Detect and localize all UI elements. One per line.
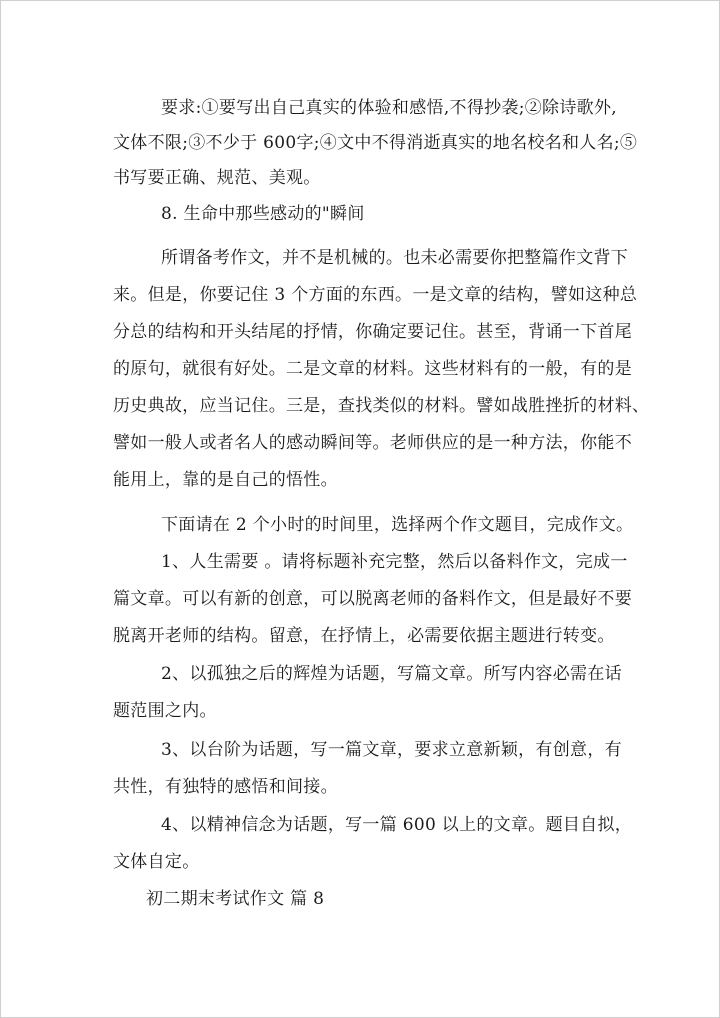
text-line: 来。但是，你要记住 3 个方面的东西。一是文章的结构，譬如这种总 — [113, 285, 638, 305]
text-line: 篇文章。可以有新的创意，可以脱离老师的备料作文，但是最好不要 — [113, 589, 632, 609]
text-line: 脱离开老师的结构。留意，在抒情上，必需要依据主题进行转变。 — [113, 626, 615, 646]
text-line: 历史典故，应当记住。三是，查找类似的材料。譬如战胜挫折的材料、 — [113, 396, 650, 416]
section-title: 初二期末考试作文 篇 8 — [146, 889, 325, 909]
text-line: 下面请在 2 个小时的时间里，选择两个作文题目，完成作文。 — [161, 515, 634, 535]
text-line: 书写要正确、规范、美观。 — [113, 168, 321, 188]
text-line: 2、以孤独之后的辉煌为话题，写篇文章。所写内容必需在话 — [161, 664, 622, 684]
text-line: 能用上，靠的是自己的悟性。 — [113, 470, 338, 490]
text-line: 文体自定。 — [113, 852, 200, 872]
text-line: 要求:①要写出自己真实的体验和感悟,不得抄袭;②除诗歌外, — [161, 98, 617, 118]
text-line: 譬如一般人或者名人的感动瞬间等。老师供应的是一种方法，你能不 — [113, 433, 632, 453]
text-line: 文体不限;③不少于 600字;④文中不得消逝真实的地名校名和人名;⑤ — [113, 133, 638, 153]
text-line: 4、以精神信念为话题，写一篇 600 以上的文章。题目自拟， — [161, 815, 633, 835]
text-line: 所谓备考作文，并不是机械的。也未必需要你把整篇作文背下 — [161, 248, 629, 268]
text-line: 1、人生需要 。请将标题补充完整，然后以备料作文，完成一 — [161, 552, 628, 572]
text-line: 共性，有独特的感悟和间接。 — [113, 777, 338, 797]
text-line: 的原句，就很有好处。二是文章的材料。这些材料有的一般，有的是 — [113, 359, 632, 379]
text-line: 3、以台阶为话题，写一篇文章，要求立意新颖，有创意，有 — [161, 740, 622, 760]
text-line: 题范围之内。 — [113, 701, 217, 721]
text-line: 分总的结构和开头结尾的抒情，你确定要记住。甚至，背诵一下首尾 — [113, 322, 632, 342]
section-heading: 8. 生命中那些感动的"瞬间 — [161, 204, 365, 224]
